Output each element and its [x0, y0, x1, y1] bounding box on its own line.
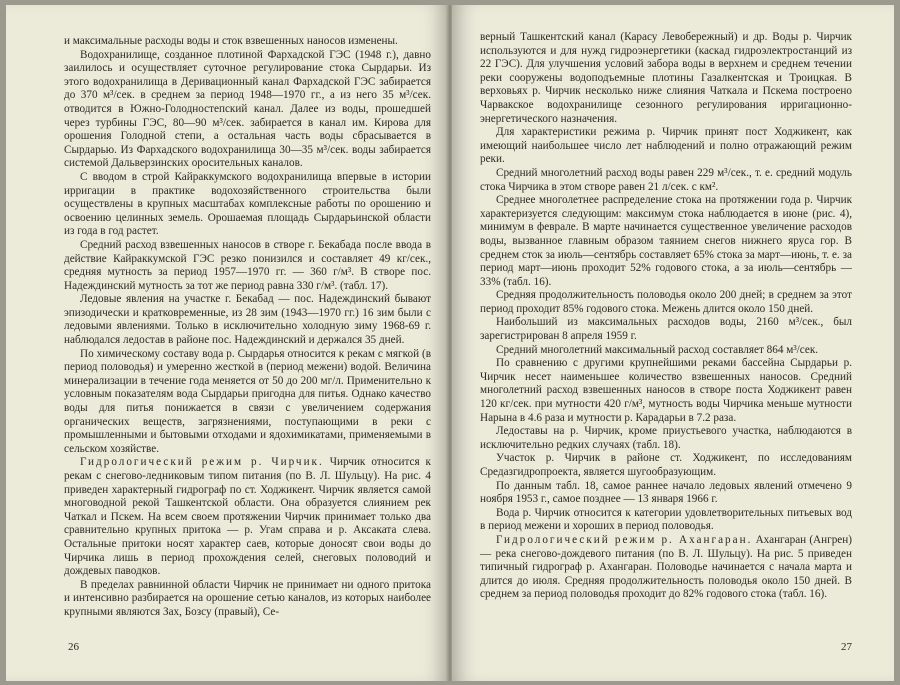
- left-page: [6, 5, 448, 681]
- section-body: Ахангаран (Ангрен) — река снегово-дождевого питания (по В. Л. Шульцу). На рис. 5 приведен типичный гидрограф р. Ахангаран. Половодье начинается с начала марта и длится до июля. Средняя продолжительность половодья около 150 дней. В среднем за период половодья проходит до 82% годового стока (табл. 16).: [480, 533, 852, 601]
- page-number: 27: [841, 641, 852, 653]
- left-paragraph: Средний расход взвешенных наносов в створе г. Бекабада после ввода в действие Кайраккумской ГЭС резко понизился и составляет 49 кг/сек., средняя мутность за период 1957—1970 гг. — 360 г/м³. В створе пос. Надеждинский мутность за тот же период равна 330 г/м³. (табл. 17).: [64, 238, 431, 292]
- right-paragraph: Средняя продолжительность половодья около 200 дней; в среднем за этот период проходит 85% годового стока. Межень длится около 150 дней.: [480, 289, 852, 315]
- right-paragraph: Участок р. Чирчик в районе ст. Ходжикент, по исследованиям Средазгидропроекта, является шугообразующим.: [480, 452, 852, 478]
- left-paragraph: По химическому составу вода р. Сырдарья относится к рекам с мягкой (в период половодья) и умеренно жесткой в (период межени) водой. Величина минерализации в течение года меняется от 50 до 200 мг/л. Применительно к условным показателям вода Сырдарьи пригодна для питья. Однако качество воды для питья понижается в связи с увеличением содержания органических веществ, загрязнениями, поступающими в реки с промышленными и бытовыми отходами и ядохимикатами, применяемыми в сельском хозяйстве.: [64, 347, 431, 455]
- book-spread: [6, 5, 894, 681]
- section-heading: Гидрологический режим р. Чирчик.: [80, 456, 324, 469]
- right-paragraph: верный Ташкентский канал (Карасу Левобережный) и др. Воды р. Чирчик используются и для нужд гидроэнергетики (каскад гидроэлектростанций из 22 ГЭС). Для улучшения условий забора воды в верхнем и среднем течении реки сооружены водоподъемные плотины Газалкентская и Троицкая. В верховьях р. Чирчик несколько ниже слияния Чаткала и Пскема построено Чарвакское водохранилище сезонного регулирования ирригационно-энергетического назначения.: [480, 31, 852, 125]
- right-paragraph: Средний многолетний максимальный расход составляет 864 м³/сек.: [496, 343, 819, 356]
- left-paragraph: и максимальные расходы воды и сток взвешенных наносов изменены.: [64, 35, 398, 47]
- right-paragraph: Для характеристики режима р. Чирчик принят пост Ходжикент, как имеющий наибольшее число лет наблюдений и полно отражающий режим реки.: [480, 126, 852, 166]
- right-paragraph-akhangaran: [480, 534, 852, 602]
- section-body: Чирчик относится к рекам с снегово-ледниковым типом питания (по В. Л. Шульцу). На рис. 4 приведен характерный гидрограф по ст. Ходжикент. Чирчик является самой многоводной рекой Ташкентской области. Она образуется слиянием рек Чаткал и Пскем. На всем своем протяжении Чирчик принимает только два сравнительно крупных притока — р. Угам справа и р. Аксаката слева. Остальные притоки носят характер саев, которые доносят свои воды до Чирчика лишь в период прохождения селей, снеговых половодий и дождевых паводков.: [64, 456, 431, 578]
- right-paragraph: Вода р. Чирчик относится к категории удовлетворительных питьевых вод в период межени и хороших в период половодья.: [480, 506, 852, 533]
- left-paragraph-chirchik: [64, 456, 431, 578]
- left-page-text: [64, 35, 431, 620]
- page-number: 26: [68, 641, 79, 653]
- left-paragraph: В пределах равнинной области Чирчик не принимает ни одного притока и интенсивно разбирается на орошение сетью каналов, из которых наиболее крупными являются Зах, Бозсу (правый), Се-: [64, 578, 431, 618]
- left-paragraph: Водохранилище, созданное плотиной Фархадской ГЭС (1948 г.), давно заилилось и осуществляет суточное регулирование стока Сырдарьи. Из этого водохранилища в Деривационный канал Фархадской ГЭС забирается до 370 м³/сек. в среднем за период 1948—1970 гг., а из него 35 м³/сек. отводится в Южно-Голодностепский канал. Далее из воды, прошедшей через турбины ГЭС, 80—90 м³/сек. забирается в канал им. Кирова для орошения Голодной степи, а остальная часть воды сбрасывается в Сырдарью. Из Фархадского водохранилища 30—35 м³/сек. воды забирается системой Дальверзинских оросительных каналов.: [64, 48, 431, 170]
- right-page: [452, 5, 894, 681]
- right-paragraph: По сравнению с другими крупнейшими реками бассейна Сырдарьи р. Чирчик несет наименьшее количество взвешенных наносов. Средний многолетний расход взвешенных наносов в створе поста Ходжикент равен 120 кг/сек. при мутности 420 г/м³, мутность воды Чирчика меньше мутности Нарына в 4.6 раза и мутности р. Карадарьи в 7.2 раза.: [480, 357, 852, 424]
- right-paragraph: По данным табл. 18, самое раннее начало ледовых явлений отмечено 9 ноября 1953 г., самое позднее — 13 января 1966 г.: [480, 479, 852, 506]
- right-paragraph: Среднее многолетнее распределение стока на протяжении года р. Чирчик характеризуется следующим: максимум стока наблюдается в июне (рис. 4), минимум в феврале. В марте начинается существенное увеличение расходов воды, вызванное главным образом таянием снегов нижнего яруса гор. В среднем сток за июль—сентябрь составляет 65% стока за март—июнь, т. е. за период март—июнь проходит 52% годового стока, а за июль—сентябрь — 33% (табл. 16).: [480, 194, 852, 288]
- right-paragraph: Наибольший из максимальных расходов воды, 2160 м³/сек., был зарегистрирован 8 апреля 1959 г.: [480, 316, 852, 343]
- right-page-text: [480, 31, 852, 602]
- section-heading: Гидрологический режим р. Ахангаран.: [496, 533, 753, 546]
- left-paragraph: Ледовые явления на участке г. Бекабад — пос. Надеждинский бывают эпизодически и кратковременные, из 28 зим (1943—1970 гг.) 16 зим были с ледовыми явлениями. Только в исключительно холодную зиму 1968-69 г. наблюдался ледостав в районе пос. Надеждинский и держался 35 дней.: [64, 293, 431, 347]
- left-paragraph: С вводом в строй Кайраккумского водохранилища впервые в истории ирригации в практике водохозяйственного строительства были осуществлены в крупных масштабах комплексные работы по орошению и освоению целинных земель. Орошаемая площадь Сырдарьинской области из года в год растет.: [64, 170, 431, 238]
- right-paragraph: Ледоставы на р. Чирчик, кроме приустьевого участка, наблюдаются в исключительно редких случаях (табл. 18).: [480, 425, 852, 451]
- right-paragraph: Средний многолетний расход воды равен 229 м³/сек., т. е. средний модуль стока Чирчика в этом створе равен 21 л/сек. с км².: [480, 166, 852, 193]
